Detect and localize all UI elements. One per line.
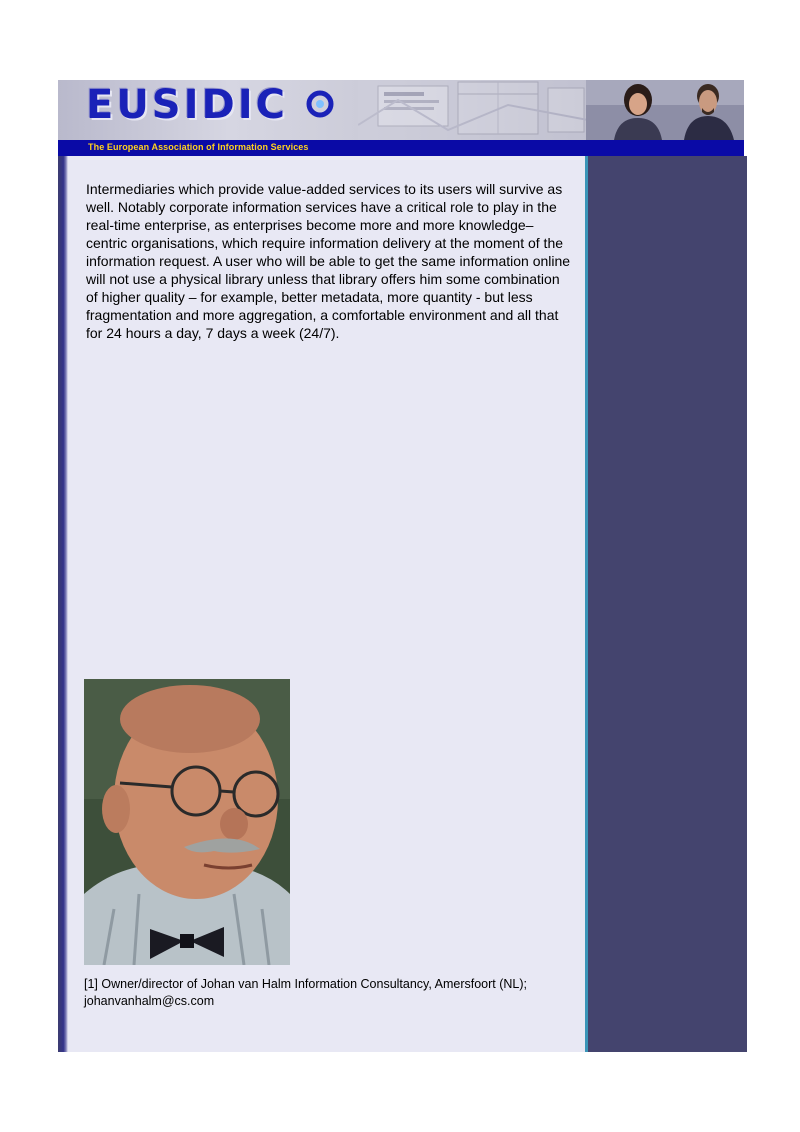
banner-screenshot-collage bbox=[358, 80, 588, 140]
logo-ring-icon bbox=[306, 90, 334, 118]
header-people-photo bbox=[586, 80, 744, 140]
document-page bbox=[58, 80, 744, 1052]
footnote: [1] Owner/director of Johan van Halm Information Consultancy, Amersfoort (NL); johanvanhalm@cs.com bbox=[84, 977, 528, 1008]
header-banner bbox=[58, 80, 744, 140]
article-paragraph: Intermediaries which provide value-added services to its users will survive as well. Notably corporate information services have a critical role to play in the real-time enterprise, as enterprises become more and more knowledge–centric organisations, which require information delivery at the moment of the information request. A user who will be able to get the same information online will not use a physical library unless that library offers him some combination of higher quality – for example, better metadata, more quantity - but less fragmentation and more aggregation, a comfortable environment and all that for 24 hours a day, 7 days a week (24/7). bbox=[86, 181, 571, 341]
tagline: The European Association of Information Services bbox=[88, 142, 309, 152]
eusidic-logo[interactable]: EUSIDIC bbox=[86, 82, 288, 128]
left-stripe bbox=[58, 156, 68, 1052]
author-portrait-photo bbox=[84, 679, 290, 965]
right-sidebar bbox=[585, 156, 747, 1052]
